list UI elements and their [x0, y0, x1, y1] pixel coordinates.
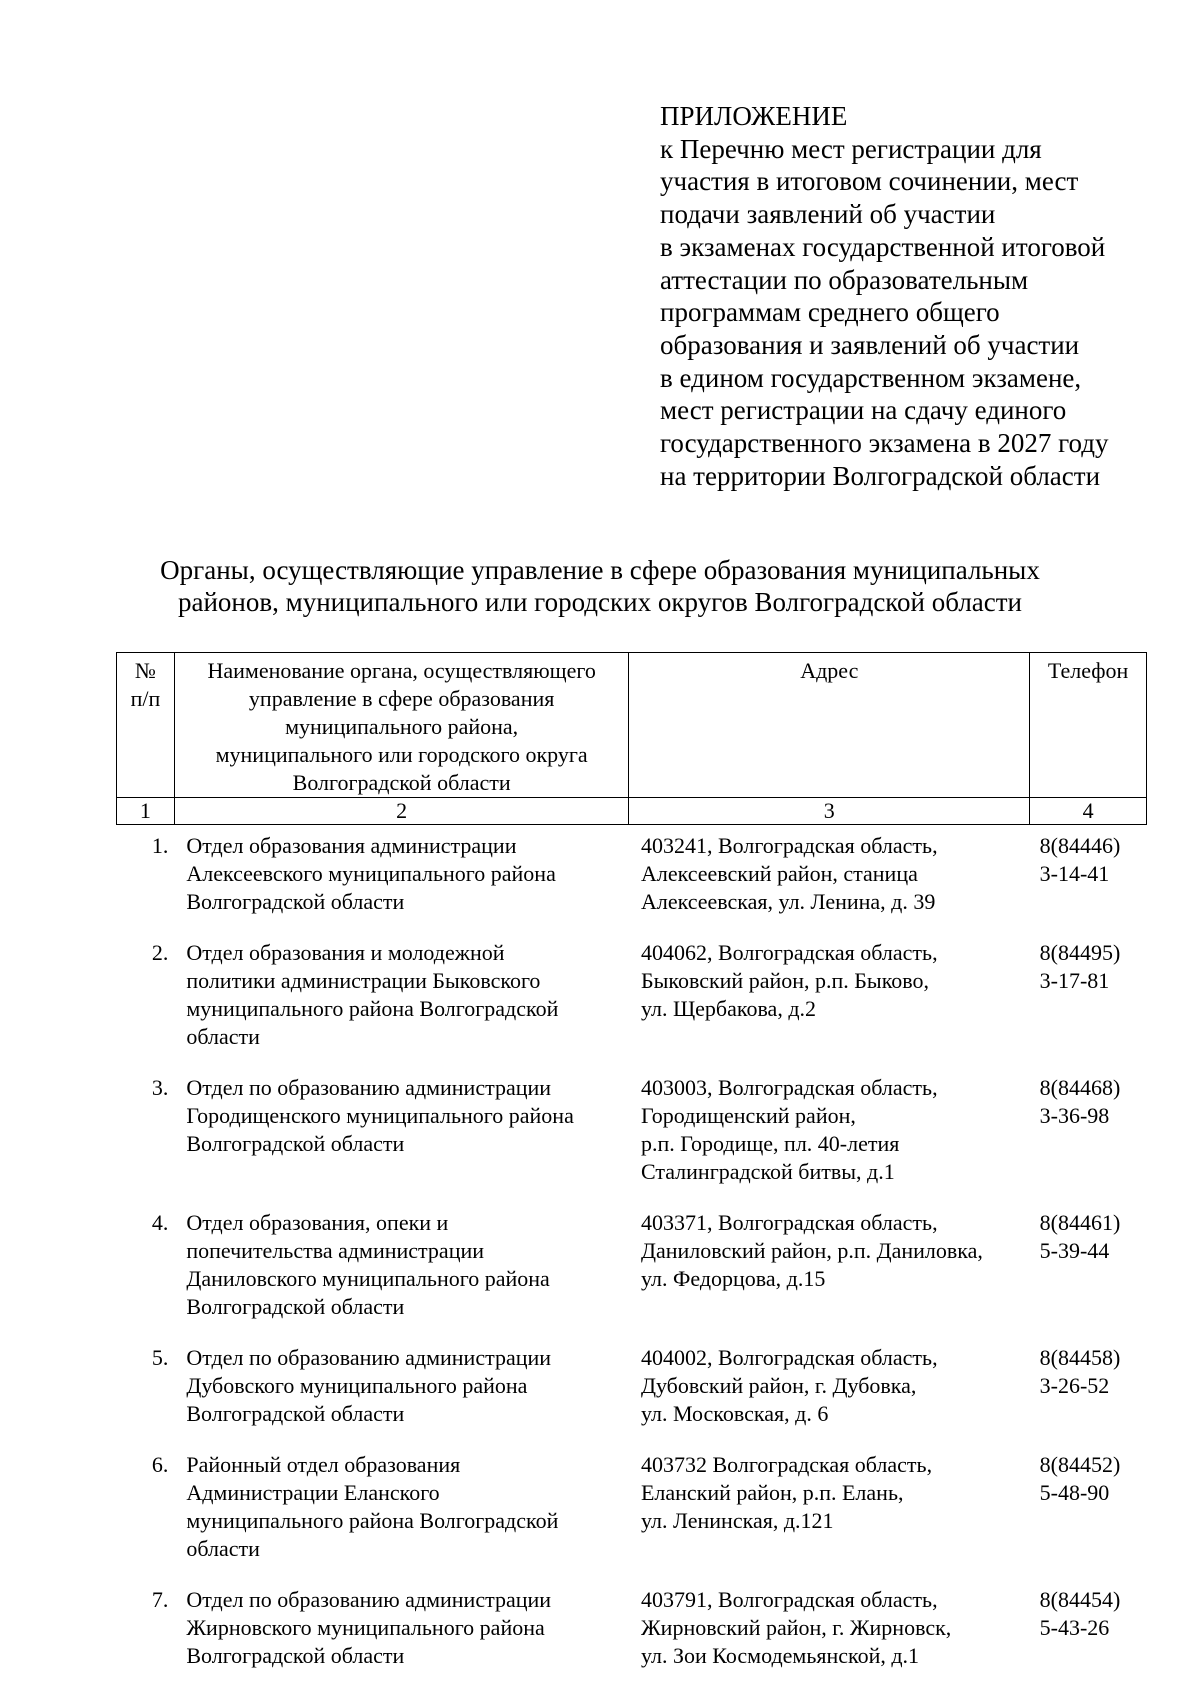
organ-phone: 8(84446) 3-14-41 — [1039, 833, 1121, 886]
appendix-line: в едином государственном экзамене, — [660, 362, 1082, 393]
column-number: 4 — [1030, 798, 1147, 825]
organ-name: Отдел образования администрации Алексеевского муниципального района Волгоградской области — [186, 833, 556, 914]
organ-address: 404002, Волгоградская область, Дубовский район, г. Дубовка, ул. Московская, д. 6 — [640, 1345, 938, 1426]
header-phone: Телефон — [1030, 653, 1147, 798]
column-number: 3 — [629, 798, 1030, 825]
table-row — [117, 1337, 1147, 1444]
table-row — [117, 1444, 1147, 1579]
row-number: 6. — [151, 1452, 169, 1477]
document-heading — [0, 554, 1200, 618]
organ-name: Отдел по образованию администрации Дубовского муниципального района Волгоградской области — [186, 1345, 552, 1426]
appendix-block — [660, 100, 1180, 492]
appendix-title: ПРИЛОЖЕНИЕ — [660, 101, 848, 131]
column-number: 2 — [174, 798, 629, 825]
appendix-line: программам среднего общего — [660, 297, 1000, 328]
heading-line: районов, муниципального или городских округов Волгоградской области — [177, 587, 1023, 617]
header-address: Адрес — [629, 653, 1030, 798]
appendix-line: государственного экзамена в 2027 году — [660, 428, 1109, 459]
organ-address: 403791, Волгоградская область, Жирновский район, г. Жирновск, ул. Зои Космодемьянской, д.1 — [640, 1587, 952, 1668]
organ-phone: 8(84452) 5-48-90 — [1039, 1452, 1121, 1505]
appendix-line: участия в итоговом сочинении, мест — [660, 166, 1079, 197]
appendix-line: образования и заявлений об участии — [660, 329, 1080, 360]
column-number-row — [117, 798, 1147, 825]
header-name: Наименование органа, осуществляющего управление в сфере образования муниципального района, муниципального или городского округа Волгоградской области — [174, 653, 629, 798]
row-number: 3. — [151, 1075, 169, 1100]
appendix-line: мест регистрации на сдачу единого — [660, 395, 1067, 426]
organ-address: 403241, Волгоградская область, Алексеевский район, станица Алексеевская, ул. Ленина, д. 39 — [640, 833, 938, 914]
appendix-line: в экзаменах государственной итоговой — [660, 231, 1106, 262]
table-row — [117, 825, 1147, 933]
organ-name: Отдел по образованию администрации Жирновского муниципального района Волгоградской области — [186, 1587, 552, 1668]
table-header-row — [117, 653, 1147, 798]
organ-phone: 8(84495) 3-17-81 — [1039, 940, 1121, 993]
organ-address: 403003, Волгоградская область, Городищенский район, р.п. Городище, пл. 40-летия Сталинградской битвы, д.1 — [640, 1075, 938, 1184]
appendix-line: аттестации по образовательным — [660, 264, 1029, 295]
table-row — [117, 1202, 1147, 1337]
header-num: № п/п — [117, 653, 175, 798]
organ-name: Отдел образования и молодежной политики администрации Быковского муниципального района Волгоградской области — [186, 940, 559, 1049]
organ-phone: 8(84458) 3-26-52 — [1039, 1345, 1121, 1398]
organ-phone: 8(84468) 3-36-98 — [1039, 1075, 1121, 1128]
row-number: 2. — [151, 940, 169, 965]
table-row — [117, 1579, 1147, 1686]
organ-address: 403371, Волгоградская область, Даниловский район, р.п. Даниловка, ул. Федорцова, д.15 — [640, 1210, 983, 1291]
organ-name: Отдел образования, опеки и попечительства администрации Даниловского муниципального района Волгоградской области — [186, 1210, 550, 1319]
organ-phone: 8(84461) 5-39-44 — [1039, 1210, 1121, 1263]
column-number: 1 — [117, 798, 175, 825]
organ-name: Районный отдел образования Администрации Еланского муниципального района Волгоградской области — [186, 1452, 559, 1561]
organ-phone: 8(84454) 5-43-26 — [1039, 1587, 1121, 1640]
heading-line: Органы, осуществляющие управление в сфере образования муниципальных — [160, 555, 1040, 585]
organ-name: Отдел по образованию администрации Городищенского муниципального района Волгоградской области — [186, 1075, 574, 1156]
registry-table — [116, 652, 1147, 1686]
row-number: 1. — [151, 833, 169, 858]
row-number: 7. — [151, 1587, 169, 1612]
organ-address: 404062, Волгоградская область, Быковский район, р.п. Быково, ул. Щербакова, д.2 — [640, 940, 938, 1021]
row-number: 4. — [151, 1210, 169, 1235]
appendix-line: на территории Волгоградской области — [660, 460, 1101, 491]
table-row — [117, 932, 1147, 1067]
appendix-line: подачи заявлений об участии — [660, 199, 996, 230]
row-number: 5. — [151, 1345, 169, 1370]
appendix-line: к Перечню мест регистрации для — [660, 133, 1042, 164]
table-row — [117, 1067, 1147, 1202]
organ-address: 403732 Волгоградская область, Еланский район, р.п. Елань, ул. Ленинская, д.121 — [640, 1452, 933, 1533]
